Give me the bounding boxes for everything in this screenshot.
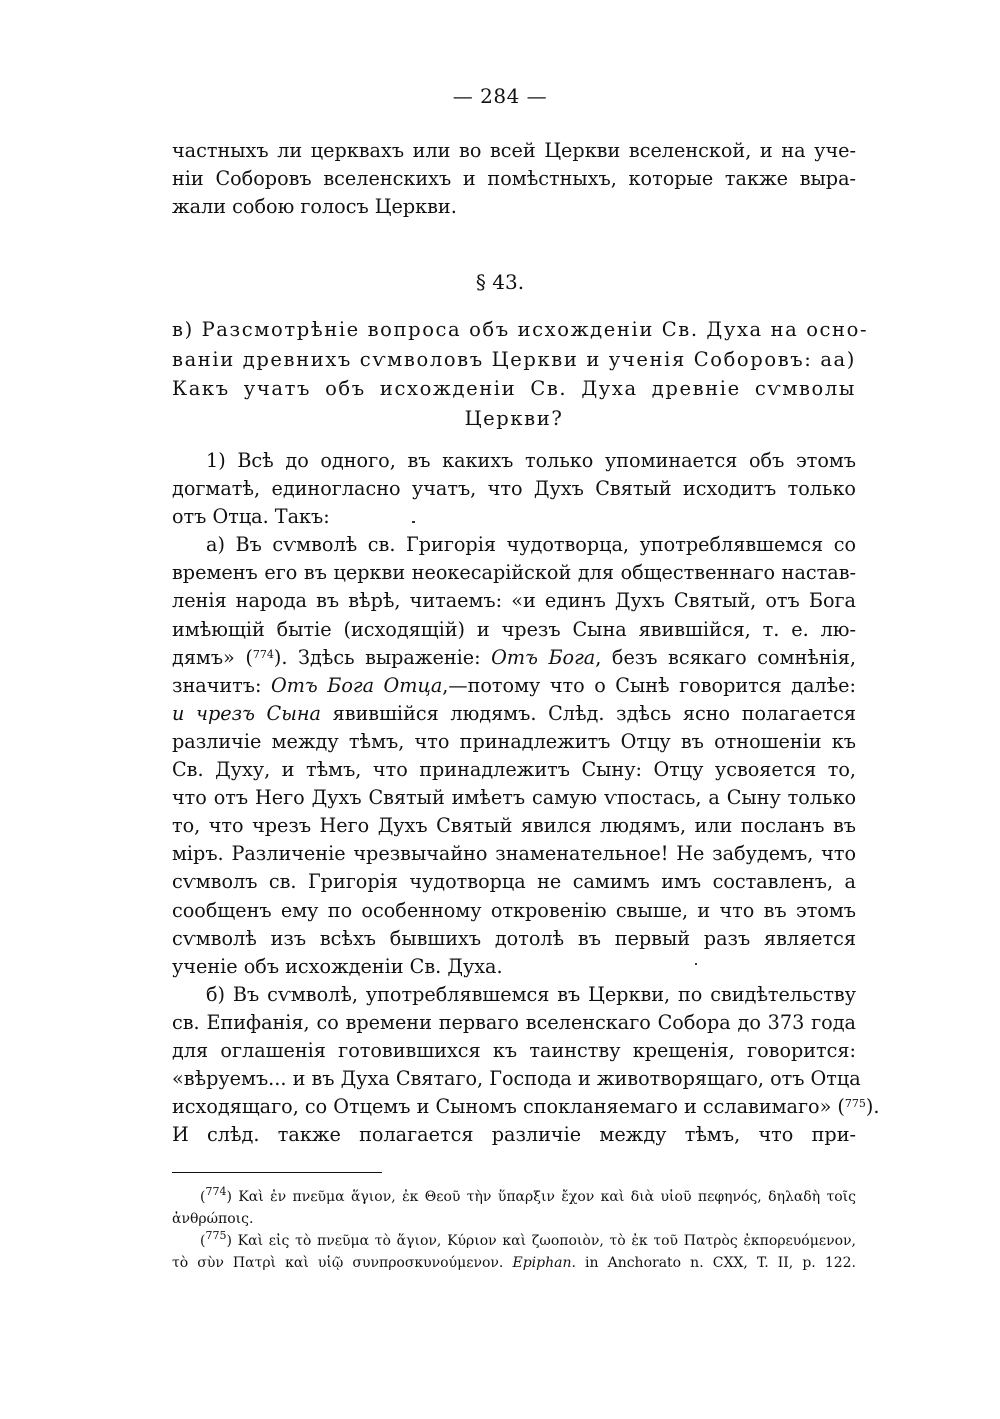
footnote-ref-774: 774: [252, 647, 274, 661]
footnote-ref-775: 775: [844, 1097, 866, 1111]
italic-phrase: Отъ Бога: [491, 645, 596, 669]
text-line: сѵмволъ св. Григорія чудотворца не самимъ имъ составленъ, а: [172, 870, 856, 894]
text-line: имѣющій бытіе (исходящій) и чрезъ Сына явившійся, т. е. лю-: [172, 617, 856, 641]
text-line: св. Епифанія, со времени перваго вселенскаго Собора до 373 года: [172, 1010, 856, 1034]
text-line: [172, 1093, 880, 1121]
text-line: для оглашенія готовившихся къ таинству крещенія, говорится:: [172, 1038, 856, 1062]
text-line: сѵмволѣ изъ всѣхъ бывшихъ дотолѣ въ первый разъ является: [172, 926, 856, 950]
text-line: ученіе объ исхожденіи Св. Духа.: [172, 954, 503, 978]
text-span: явившійся людямъ. Слѣд. здѣсь ясно полагается: [320, 701, 856, 725]
page-number: — 284 —: [452, 84, 548, 108]
italic-phrase: Отъ Бога Отца: [270, 673, 443, 697]
continuation-paragraph: [172, 137, 856, 221]
footnote-774-line: [172, 1186, 856, 1208]
text-line: догматѣ, единогласно учатъ, что Духъ Святый исходитъ только: [172, 477, 856, 501]
text-line: «вѣруемъ... и въ Духа Святаго, Господа и животворящаго, отъ Отца: [172, 1067, 861, 1091]
footnote-text: τὸ σὺν Πατρὶ καὶ υἱῷ συνπροσκυνούμενον.: [172, 1255, 513, 1271]
footnote-text: Καὶ ἐν πνεῦμα ἅγιον, ἐκ Θεοῦ τὴν ὕπαρξιν ἔχον καὶ διὰ υἱοῦ πεφηνός, δηλαδὴ τοῖς: [231, 1189, 856, 1205]
print-speck: [412, 521, 415, 523]
footnotes: [172, 1186, 856, 1274]
footnote-mark: (: [200, 1189, 206, 1205]
section-mark: § 43.: [475, 270, 525, 294]
heading-line: ваніи древнихъ сѵмволовъ Церкви и ученія Соборовъ: аа): [172, 347, 856, 371]
text-line: частныхъ ли церквахъ или во всей Церкви вселенской, и на уче-: [172, 139, 856, 162]
footnote-775-line: [172, 1252, 856, 1274]
text-line: отъ Отца. Такъ:: [172, 505, 330, 529]
text-line: различіе между тѣмъ, что принадлежитъ Отцу въ отношеніи къ: [172, 729, 856, 753]
footnote-text: Καὶ εἰς τὸ πνεῦμα τὸ ἅγιον, Κύριον καὶ ζωοποιὸν, τὸ ἐκ τοῦ Πατρὸς ἐκπορευόμενον,: [231, 1233, 856, 1249]
text-span: исходящаго, со Отцемъ и Сыномъ спокланяемаго и сславимаго» (: [172, 1095, 845, 1119]
footnote-774-line: ἀνθρώποις.: [172, 1211, 254, 1227]
footnote-mark: ): [226, 1189, 232, 1205]
section-heading: [172, 315, 869, 433]
italic-phrase: и чрезъ Сына: [172, 701, 321, 725]
footnote-mark: ): [226, 1233, 232, 1249]
footnote-775-line: [172, 1230, 856, 1252]
footnote-number: 774: [205, 1185, 227, 1198]
print-speck: [695, 963, 697, 965]
heading-line: Церкви?: [464, 406, 564, 430]
text-span: , безъ всякаго сомнѣнія,: [595, 645, 856, 669]
heading-line: Какъ учатъ объ исхожденіи Св. Духа древніе сѵмволы: [172, 377, 856, 400]
italic-author: Epiphan.: [512, 1255, 576, 1271]
text-line: И слѣд. также полагается различіе между тѣмъ, что при-: [172, 1123, 856, 1147]
text-span: ).: [865, 1095, 880, 1119]
text-line: то, что чрезъ Него Духъ Святый явился людямъ, или посланъ въ: [172, 814, 856, 838]
text-line: Св. Духу, и тѣмъ, что принадлежитъ Сыну: Отцу усвояется то,: [172, 758, 856, 782]
text-span: значитъ:: [172, 673, 271, 697]
text-line: міръ. Различеніе чрезвычайно знаменательное! Не забудемъ, что: [172, 842, 856, 866]
heading-line: в) Разсмотрѣніе вопроса объ исхожденіи Св. Духа на осно-: [172, 318, 869, 341]
text-line: [172, 644, 856, 672]
text-line: [172, 700, 856, 728]
text-line: б) Въ сѵмволѣ, употреблявшемся въ Церкви, по свидѣтельству: [206, 982, 856, 1006]
text-line: а) Въ сѵмволѣ св. Григорія чудотворца, употреблявшемся со: [206, 533, 856, 557]
text-line: 1) Всѣ до одного, въ какихъ только упоминается объ этомъ: [206, 449, 856, 472]
text-span: ). Здѣсь выраженіе:: [273, 645, 492, 669]
text-line: ніи Соборовъ вселенскихъ и помѣстныхъ, которые также выра-: [172, 167, 856, 191]
text-span: ,—потому что о Сынѣ говорится далѣе:: [442, 673, 856, 697]
text-line: временъ его въ церкви неокесарійской для общественнаго настав-: [172, 561, 856, 585]
footnote-separator: [172, 1172, 382, 1173]
text-line: жали собою голосъ Церкви.: [172, 195, 457, 219]
body-text: [172, 447, 880, 1149]
footnote-number: 775: [205, 1229, 227, 1242]
footnote-mark: (: [200, 1233, 206, 1249]
text-line: что отъ Него Духъ Святый имѣетъ самую ѵпостась, а Сыну только: [172, 786, 856, 810]
text-span: дямъ» (: [172, 645, 253, 669]
footnote-text: in Anchorato n. CXX, T. II, p. 122.: [575, 1255, 856, 1271]
text-line: ленія народа въ вѣрѣ, читаемъ: «и единъ Духъ Святый, отъ Бога: [172, 589, 856, 613]
text-line: [172, 672, 856, 700]
text-line: сообщенъ ему по особенному откровенію свыше, и что въ этомъ: [172, 898, 856, 922]
